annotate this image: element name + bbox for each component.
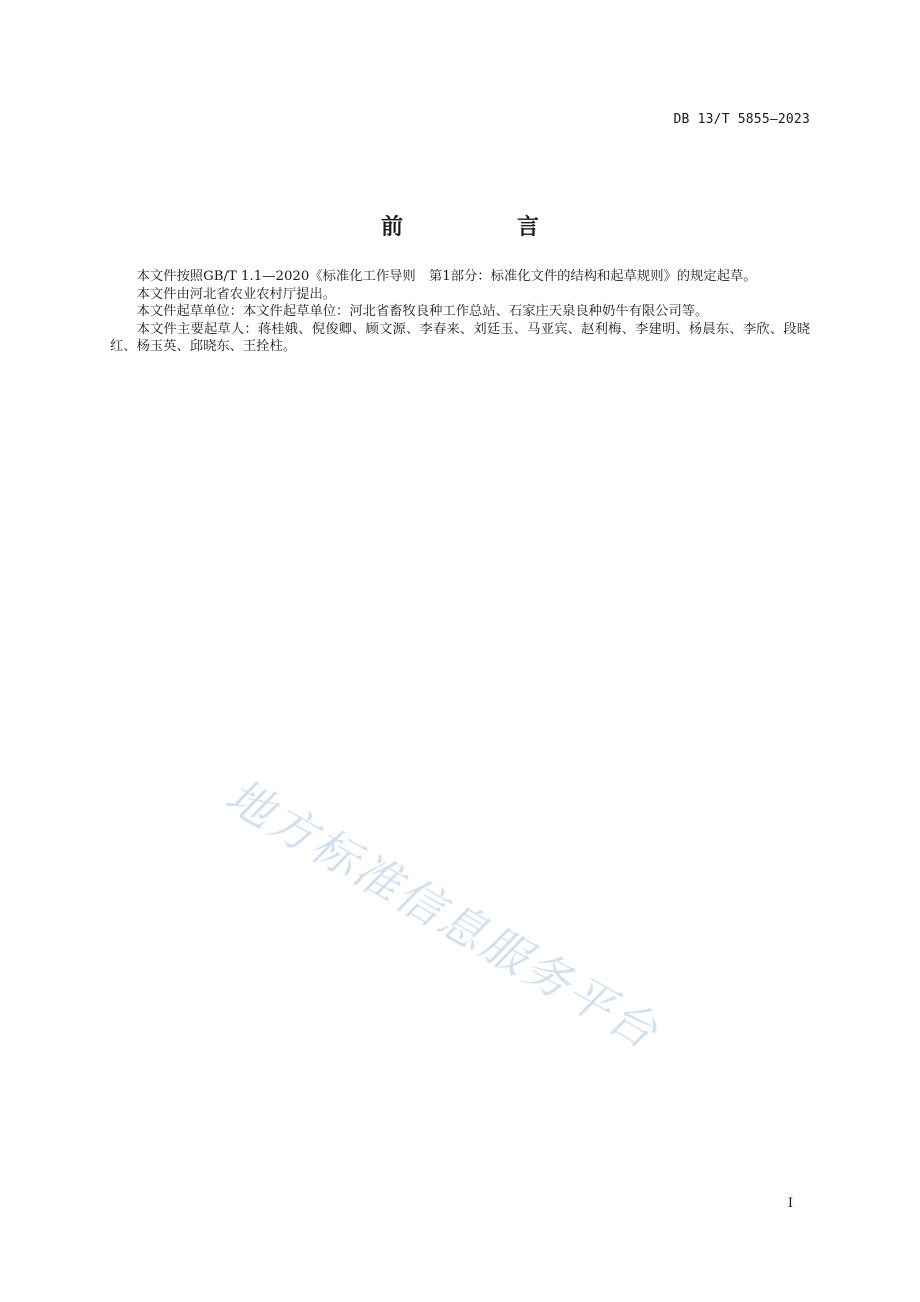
page-number: I	[787, 1196, 793, 1211]
paragraph-proposer: 本文件由河北省农业农村厅提出。	[136, 286, 337, 302]
watermark: 地方标准信息服务平台	[217, 768, 669, 1060]
page-title: 前 言	[380, 215, 585, 240]
paragraph-drafting-rules: 本文件按照GB/T 1.1—2020《标准化工作导则 第1部分：标准化文件的结构和起草规则》的规定起草。	[136, 269, 757, 284]
paragraph-drafting-units: 本文件起草单位：本文件起草单位：河北省畜牧良种工作总站、石家庄天泉良种奶牛有限公司等。	[136, 304, 709, 319]
paragraph-drafters: 本文件主要起草人：蒋桂娥、倪俊卿、顾文源、李春来、刘廷玉、马亚宾、赵利梅、李建明、杨晨东、李欣、段晓红、杨玉英、邱晓东、王拴柱。	[110, 321, 810, 354]
document-code: DB 13/T 5855—2023	[673, 112, 810, 127]
foreword-body	[110, 268, 810, 356]
